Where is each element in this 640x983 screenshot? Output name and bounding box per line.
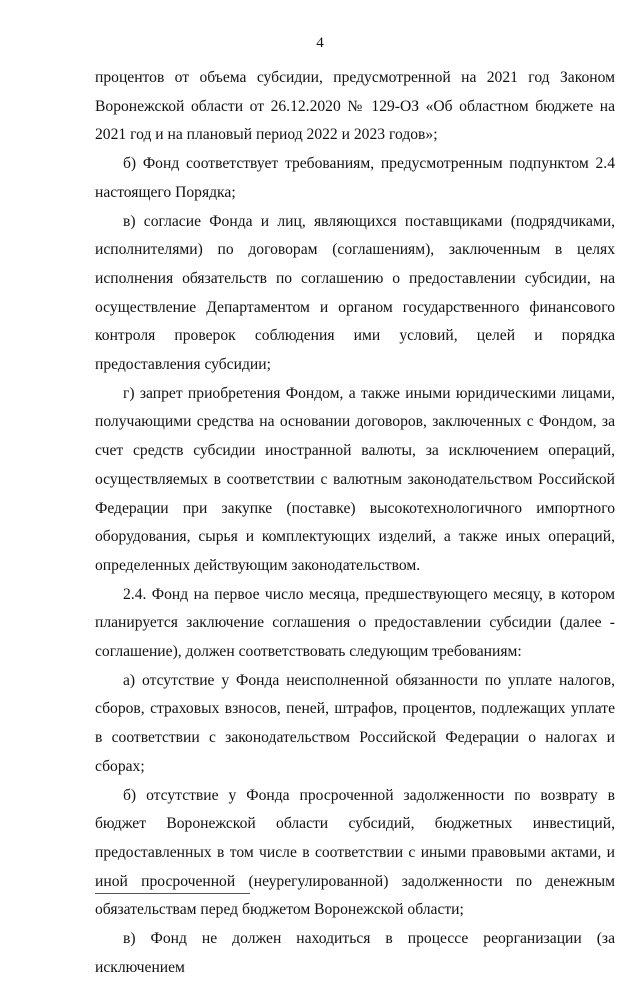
paragraph-8: в) Фонд не должен находиться в процессе реорганизации (за исключением: [95, 930, 615, 976]
paragraph-6: а) отсутствие у Фонда неисполненной обязанности по уплате налогов, сборов, страховых взносов, пеней, штрафов, процентов, подлежащих уплате в соответствии с законодательством Российской Федерации о налогах и сборах;: [95, 671, 615, 775]
paragraph-5: 2.4. Фонд на первое число месяца, предшествующего месяцу, в котором планируется заключение соглашения о предоставлении субсидии (далее - соглашение), должен соответствовать следующим требованиям:: [95, 585, 615, 661]
paragraph-1: процентов от объема субсидии, предусмотренной на 2021 год Законом Воронежской области от 26.12.2020 № 129-ОЗ «Об областном бюджете на 2021 год и на плановый период 2022 и 2023 годов»;: [95, 69, 615, 144]
document-body: [95, 64, 615, 983]
paragraph-7: б) отсутствие у Фонда просроченной задолженности по возврату в бюджет Воронежской области субсидий, бюджетных инвестиций, предоставленных в том числе в соответствии с иными правовыми актами, и иной просроченной (неурегулированной) задолженности по денежным обязательствам перед бюджетом Воронежской области;: [95, 786, 615, 919]
paragraph-3: в) согласие Фонда и лиц, являющихся поставщиками (подрядчиками, исполнителями) по договорам (соглашениям), заключенным в целях исполнения обязательств по соглашению о предоставлении субсидии, на осуществление Департаментом и органом государственного финансового контроля проверок соблюдения ими условий, целей и порядка предоставления субсидии;: [95, 212, 615, 374]
paragraph-4: г) запрет приобретения Фондом, а также иными юридическими лицами, получающими средства на основании договоров, заключенных с Фондом, за счет средств субсидии иностранной валюты, за исключением операций, осуществляемых в соответствии с валютным законодательством Российской Федерации при закупке (поставке) высокотехнологичного импортного оборудования, сырья и комплектующих изделий, а также иных операций, определенных действующим законодательством.: [95, 384, 615, 574]
paragraph-2: б) Фонд соответствует требованиям, предусмотренным подпунктом 2.4 настоящего Порядка;: [95, 155, 615, 201]
footnote-divider: [95, 893, 250, 894]
page-number: 4: [316, 35, 324, 51]
